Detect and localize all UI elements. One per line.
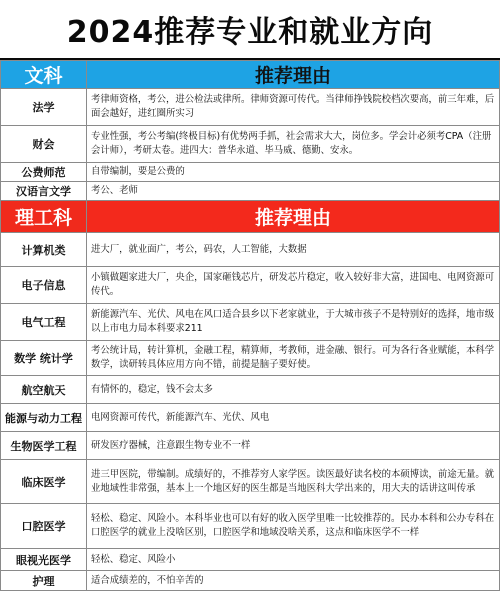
major-reason: 考公统计局，转计算机，金融工程，精算师，考教师，进金融、银行。可为各行各业赋能，本科学数学，读研转具体应用方向不错，前提是脑子要好使。 bbox=[87, 341, 500, 376]
major-name: 航空航天 bbox=[1, 376, 87, 404]
table-row bbox=[1, 89, 500, 126]
major-name: 能源与动力工程 bbox=[1, 404, 87, 432]
major-name: 电气工程 bbox=[1, 304, 87, 341]
major-name: 数学 统计学 bbox=[1, 341, 87, 376]
major-name: 法学 bbox=[1, 89, 87, 126]
major-name: 计算机类 bbox=[1, 233, 87, 267]
major-name: 汉语言文学 bbox=[1, 182, 87, 201]
major-reason: 进三甲医院，带编制。成绩好的，不推荐穷人家学医。读医最好读名校的本硕博读，前途无量。就业地域性非常强，基本上一个地区好的医生都是当地医科大学出来的，用大夫的话讲这叫传承 bbox=[87, 460, 500, 504]
major-name: 护理 bbox=[1, 571, 87, 591]
science-reason-header: 推荐理由 bbox=[87, 201, 500, 233]
major-reason: 考公、老师 bbox=[87, 182, 500, 201]
major-name: 生物医学工程 bbox=[1, 432, 87, 460]
major-name: 临床医学 bbox=[1, 460, 87, 504]
major-name: 眼视光医学 bbox=[1, 549, 87, 571]
major-reason: 研发医疗器械，注意跟生物专业不一样 bbox=[87, 432, 500, 460]
table-row bbox=[1, 460, 500, 504]
major-reason: 进大厂，就业面广，考公，码农，人工智能，大数据 bbox=[87, 233, 500, 267]
arts-header-row bbox=[1, 61, 500, 89]
table-row bbox=[1, 376, 500, 404]
science-header-label: 理工科 bbox=[1, 201, 87, 233]
major-reason: 轻松、稳定、风险小 bbox=[87, 549, 500, 571]
major-reason: 专业性强，考公考编(终极目标)有优势两手抓，社会需求大大，岗位多。学会计必须考CPA（注册会计师），考研太卷。进四大：普华永道、毕马威、德勤、安永。 bbox=[87, 126, 500, 163]
page-title: 2024推荐专业和就业方向 bbox=[0, 0, 500, 60]
major-reason: 小镇做题家进大厂，央企，国家砸钱芯片，研发芯片稳定，收入较好非大富，进国电、电网资源可传代。 bbox=[87, 267, 500, 304]
major-reason: 适合成绩差的，不怕辛苦的 bbox=[87, 571, 500, 591]
major-reason: 有情怀的，稳定，钱不会太多 bbox=[87, 376, 500, 404]
major-name: 财会 bbox=[1, 126, 87, 163]
table-row bbox=[1, 549, 500, 571]
table-row bbox=[1, 404, 500, 432]
arts-reason-header: 推荐理由 bbox=[87, 61, 500, 89]
major-name: 口腔医学 bbox=[1, 504, 87, 549]
table-row bbox=[1, 432, 500, 460]
major-reason: 电网资源可传代，新能源汽车、光伏、风电 bbox=[87, 404, 500, 432]
table-row bbox=[1, 504, 500, 549]
table-row bbox=[1, 126, 500, 163]
major-reason: 新能源汽车、光伏、风电在风口适合县乡以下老家就业，于大城市孩子不是特别好的选择，地市级以上市电力局本科要求211 bbox=[87, 304, 500, 341]
table-row bbox=[1, 233, 500, 267]
table-row bbox=[1, 267, 500, 304]
major-name: 电子信息 bbox=[1, 267, 87, 304]
science-header-row bbox=[1, 201, 500, 233]
table-row bbox=[1, 341, 500, 376]
major-table bbox=[0, 60, 500, 591]
arts-header-label: 文科 bbox=[1, 61, 87, 89]
table-row bbox=[1, 304, 500, 341]
major-name: 公费师范 bbox=[1, 163, 87, 182]
major-reason: 轻松、稳定、风险小。本科毕业也可以有好的收入医学里唯一比较推荐的。民办本科和公办专科在口腔医学的就业上没啥区别，口腔医学和地域没啥关系，这点和临床医学不一样 bbox=[87, 504, 500, 549]
table-row bbox=[1, 163, 500, 182]
major-reason: 自带编制，要是公费的 bbox=[87, 163, 500, 182]
table-row bbox=[1, 182, 500, 201]
major-reason: 考律师资格，考公，进公检法或律所。律师资源可传代。当律师挣钱院校档次要高，前三年难，后面会越好，进红圈所实习 bbox=[87, 89, 500, 126]
